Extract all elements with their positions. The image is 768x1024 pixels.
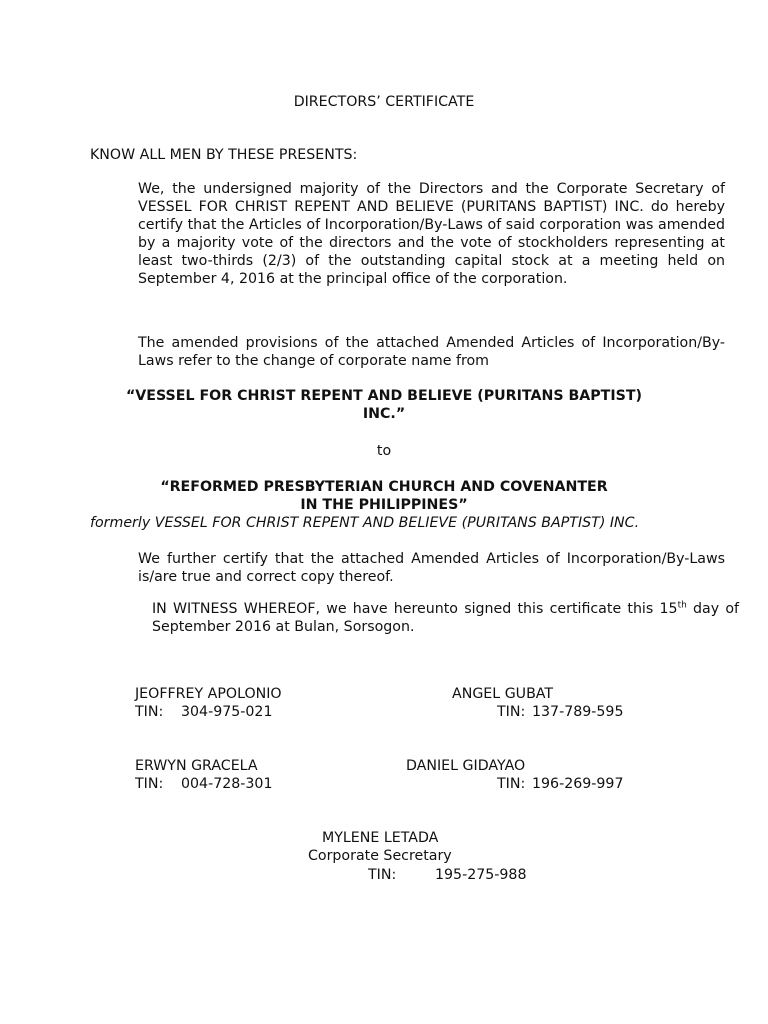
secretary-role: Corporate Secretary [308,848,452,864]
old-corporate-name [0,387,768,423]
formerly-name: formerly VESSEL FOR CHRIST REPENT AND BELIEVE (PURITANS BAPTIST) INC. [90,515,640,531]
old-name-line-1: “VESSEL FOR CHRIST REPENT AND BELIEVE (PURITANS BAPTIST) [125,388,643,404]
to-word: to [376,443,392,459]
signatory-4-name: DANIEL GIDAYAO [406,758,526,774]
signatory-4-tin: 196-269-997 [532,776,624,792]
witness-prefix: IN WITNESS WHEREOF, we have hereunto signed this certificate this [152,601,654,617]
new-corporate-name [0,478,768,514]
signatory-1-name: JEOFFREY APOLONIO [135,686,282,702]
signatory-2-name: ANGEL GUBAT [452,686,554,702]
paragraph-certification: We, the undersigned majority of the Directors and the Corporate Secretary of VESSEL FOR CHRIST REPENT AND BELIEVE (PURITANS BAPTIST) INC. do hereby certify that the Articles of Incorporation/By-Laws of said corporation was amended by a majority vote of the directors and the vote of stockholders representing at least two-thirds (2/3) of the outstanding capital stock at a meeting held on September 4, 2016 at the principal office of the corporation. [138,181,725,287]
old-name-line-2: INC.” [362,406,406,422]
new-name-line-2: IN THE PHILIPPINES” [300,497,468,513]
secretary-tin-label: TIN: [368,867,397,883]
witness-rest: day of September 2016 at Bulan, Sorsogon. [152,601,739,635]
signatory-4-tin-label: TIN: [497,776,526,792]
paragraph-amended-provisions: The amended provisions of the attached Amended Articles of Incorporation/By-Laws refer to the change of corporate name from [138,335,725,369]
salutation: KNOW ALL MEN BY THESE PRESENTS: [90,147,358,163]
new-name-line-1: “REFORMED PRESBYTERIAN CHURCH AND COVENANTER [160,479,608,495]
signatory-3-name: ERWYN GRACELA [135,758,258,774]
document-title: DIRECTORS’ CERTIFICATE [293,94,475,110]
signatory-1-tin-label: TIN: [135,704,164,720]
signatory-3-tin-label: TIN: [135,776,164,792]
signatory-1-tin: 304-975-021 [181,704,273,720]
witness-day-suffix: th [677,600,687,611]
signatory-3-tin: 004-728-301 [181,776,273,792]
signatory-2-tin: 137-789-595 [532,704,624,720]
signatory-2-tin-label: TIN: [497,704,526,720]
paragraph-true-copy: We further certify that the attached Amended Articles of Incorporation/By-Laws is/are true and correct copy thereof. [138,551,725,585]
secretary-tin: 195-275-988 [435,867,527,883]
paragraph-witness [90,600,739,636]
secretary-name: MYLENE LETADA [322,830,439,846]
witness-day: 15 [659,601,678,617]
